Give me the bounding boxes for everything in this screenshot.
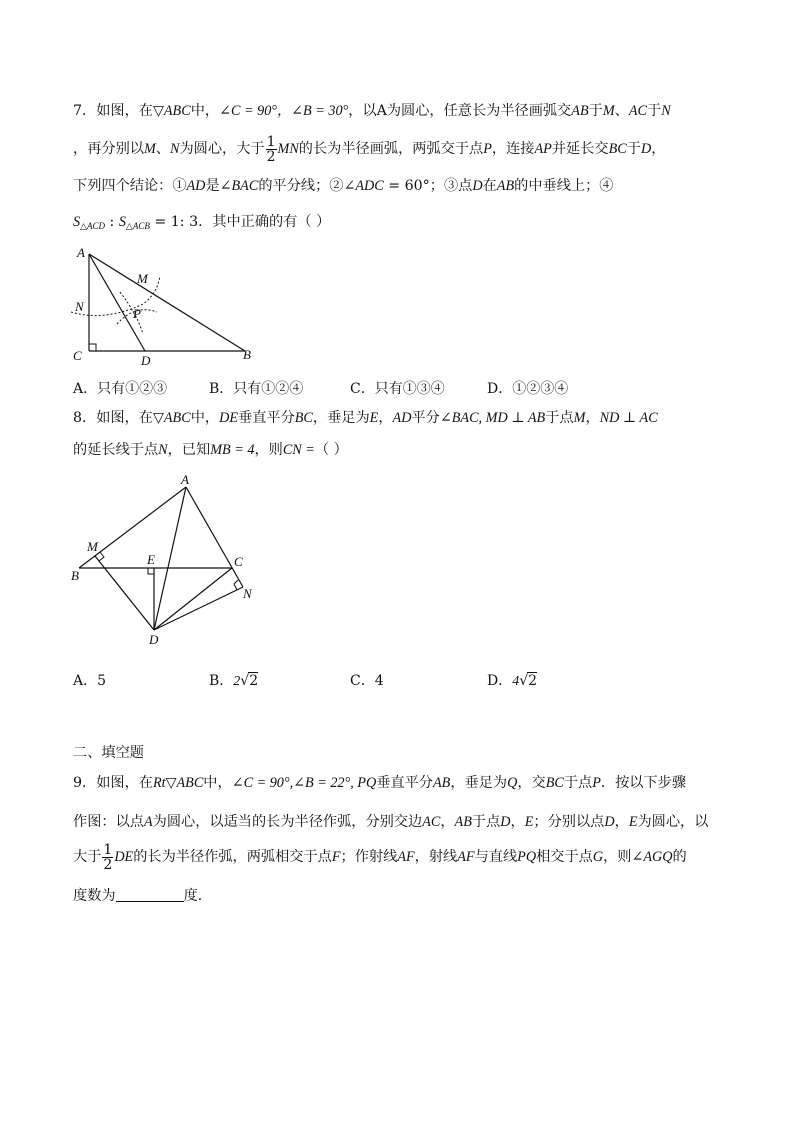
section-title: 二、填空题 — [73, 745, 144, 761]
text: 中， — [203, 775, 232, 791]
text: 、 — [614, 103, 629, 119]
label-C: C — [73, 348, 82, 363]
q7-option-d[interactable]: D．①②③④ — [487, 381, 569, 397]
text: 并延长交 — [551, 141, 609, 157]
text: 于 — [626, 141, 641, 157]
sqrt-sign: √ — [240, 673, 250, 689]
math: ▽ABC — [152, 410, 191, 426]
q8-option-a[interactable]: A．5 — [73, 673, 107, 689]
math: AC — [628, 103, 648, 119]
q9-line-3 — [73, 842, 687, 872]
label-M: M — [137, 271, 148, 286]
math: AD — [392, 410, 412, 426]
math: AB — [454, 814, 472, 830]
math: AB — [496, 178, 515, 194]
text: 的 — [672, 849, 687, 865]
math: ∠C = 90°，∠B = 30° — [219, 103, 349, 119]
q8-line-2 — [73, 440, 348, 460]
math: ∠BAC, MD ⊥ AB — [439, 410, 546, 426]
math: D — [640, 141, 652, 157]
text: 于点 — [545, 410, 574, 426]
text: ， — [614, 814, 629, 830]
text: : — [105, 214, 119, 230]
text: 是∠ — [205, 178, 232, 194]
subscript: △ACB — [125, 221, 150, 231]
text: 8．如图，在 — [73, 410, 153, 426]
text: 于 — [588, 103, 603, 119]
text: 度数为 — [73, 888, 116, 904]
segment-AN — [186, 487, 243, 587]
text: = 60°；③点 — [383, 178, 473, 194]
math: MB = 4 — [210, 442, 255, 458]
q8-option-b[interactable] — [209, 670, 258, 690]
math: AC — [422, 814, 441, 830]
q7-line-4 — [73, 212, 330, 236]
text: ， — [585, 410, 600, 426]
math: BC — [545, 775, 564, 791]
segment-AB — [89, 254, 245, 351]
math: BC — [294, 410, 313, 426]
text: 为圆心，以 — [637, 814, 709, 830]
frac-num: 1 — [103, 841, 113, 858]
math: M — [143, 141, 156, 157]
sqrt-sign: √ — [519, 673, 529, 689]
math: CN = — [282, 442, 315, 458]
text: 于点 — [563, 775, 593, 791]
math: E — [369, 410, 379, 426]
text: 与直线 — [474, 849, 518, 865]
q8-figure — [65, 470, 265, 650]
text: 于点 — [471, 814, 501, 830]
math: MN — [277, 141, 299, 157]
math: M — [602, 103, 615, 119]
text: ．按以下步骤 — [600, 775, 687, 791]
text: 作图：以点 — [73, 814, 144, 830]
text: ，垂足为 — [312, 410, 370, 426]
text: ，则∠ — [603, 849, 644, 865]
label-D: D — [149, 632, 159, 647]
math: ND ⊥ AC — [599, 410, 658, 426]
math: ∠C = 90°,∠B = 22°, PQ — [231, 775, 377, 791]
right-angle-mark — [89, 344, 96, 351]
text: 的平分线；②∠ — [258, 178, 356, 194]
right-angle-N — [234, 580, 238, 590]
text: （ ） — [314, 442, 348, 458]
math: N — [661, 103, 671, 119]
q7-line-2 — [73, 134, 665, 164]
option-letter: D． — [487, 673, 513, 689]
option-letter: B． — [209, 673, 234, 689]
math: AF — [397, 849, 415, 865]
label-A: A — [77, 245, 85, 260]
text: 的中垂线上；④ — [514, 178, 614, 194]
math: AD — [186, 178, 206, 194]
text: ，射线 — [414, 849, 458, 865]
math: ▽ABC — [152, 103, 191, 119]
answer-blank[interactable] — [116, 887, 184, 902]
q7-option-a[interactable]: A．只有①②③ — [73, 381, 168, 397]
math: AB — [432, 775, 451, 791]
segment-MD — [95, 556, 154, 630]
q9-line-1 — [73, 773, 686, 793]
math: ADC — [355, 178, 384, 194]
frac-den: 2 — [103, 856, 113, 873]
text: 9．如图，在 — [73, 775, 153, 791]
text: 的长为半径作弧，两弧相交于点 — [133, 849, 332, 865]
math: F — [331, 849, 341, 865]
right-angle-E — [148, 568, 154, 574]
text: = 1: 3 — [149, 214, 199, 230]
text: ，以A为圆心，任意长为半径画弧交 — [348, 103, 572, 119]
segment-BA — [79, 487, 186, 568]
radicand: 2 — [249, 673, 259, 689]
text: 的延长线于点 — [73, 442, 159, 458]
text: 大于 — [73, 849, 102, 865]
text: 中， — [190, 410, 220, 426]
text: 为圆心，大于 — [179, 141, 265, 157]
subscript: △ACD — [80, 221, 106, 231]
q7-figure — [65, 242, 265, 367]
math: Q — [507, 775, 518, 791]
math: E — [524, 814, 534, 830]
text: 于 — [647, 103, 662, 119]
label-D: D — [141, 353, 151, 367]
math: AP — [534, 141, 552, 157]
q7-line-1 — [73, 101, 671, 121]
text: 中， — [190, 103, 220, 119]
q9-line-4 — [73, 886, 212, 906]
math: AF — [457, 849, 475, 865]
math: D — [472, 178, 483, 194]
fraction-half — [102, 843, 113, 872]
label-B: B — [71, 568, 79, 583]
text: ， — [378, 410, 393, 426]
text: ．其中正确的有（ ） — [198, 214, 331, 230]
math: DE — [114, 849, 134, 865]
fraction-half — [266, 135, 277, 164]
text: 垂直平分 — [376, 775, 433, 791]
math: E — [628, 814, 638, 830]
text: ，连接 — [491, 141, 535, 157]
label-M: M — [87, 539, 98, 554]
text: 度． — [183, 888, 212, 904]
text: ，已知 — [167, 442, 211, 458]
math: D — [604, 814, 615, 830]
q8-option-c[interactable]: C．4 — [350, 673, 384, 689]
label-A: A — [181, 472, 189, 487]
math: G — [592, 849, 604, 865]
text: 在 — [482, 178, 497, 194]
label-N: N — [75, 299, 84, 314]
q9-line-2 — [73, 812, 708, 832]
label-C: C — [234, 554, 243, 569]
text: 垂直平分 — [238, 410, 295, 426]
text: ；分别以点 — [533, 814, 605, 830]
coef: 4 — [512, 674, 520, 689]
math: N — [169, 141, 180, 157]
right-angle-M — [99, 552, 104, 561]
math: PQ — [517, 849, 537, 865]
coef: 2 — [233, 674, 241, 689]
text: ，交 — [517, 775, 546, 791]
frac-num: 1 — [266, 133, 276, 150]
text: ，则 — [254, 442, 283, 458]
text: 为圆心，以适当的长为半径作弧，分别交边 — [152, 814, 423, 830]
label-E: E — [147, 552, 155, 567]
math: A — [143, 814, 153, 830]
math: AB — [571, 103, 589, 119]
math: S — [118, 214, 126, 230]
radicand: 2 — [528, 673, 538, 689]
math: M — [573, 410, 586, 426]
text: 平分 — [411, 410, 440, 426]
math: DE — [219, 410, 238, 426]
frac-den: 2 — [266, 148, 276, 165]
label-P: P — [133, 306, 141, 321]
segment-ND — [154, 587, 243, 630]
math: BC — [608, 141, 627, 157]
q8-option-d[interactable] — [487, 670, 537, 690]
segment-AD — [89, 254, 145, 351]
text: 、 — [155, 141, 170, 157]
q7-line-3 — [73, 176, 613, 196]
text: 7．如图，在 — [73, 103, 153, 119]
math: Rt▽ABC — [152, 775, 204, 791]
q7-option-c[interactable]: C．只有①③④ — [350, 381, 445, 397]
text: ， — [510, 814, 525, 830]
text: 相交于点 — [536, 849, 593, 865]
math: S — [73, 214, 81, 230]
label-B: B — [243, 347, 251, 362]
q8-line-1 — [73, 408, 658, 428]
q7-option-b[interactable]: B．只有①②④ — [209, 381, 304, 397]
math: D — [500, 814, 511, 830]
math: BAC — [231, 178, 259, 194]
text: 的长为半径画弧，两弧交于点 — [298, 141, 484, 157]
math: AGQ — [643, 849, 673, 865]
text: ，再分别以 — [73, 141, 144, 157]
math: N — [158, 442, 168, 458]
text: ， — [440, 814, 455, 830]
text: ，垂足为 — [450, 775, 508, 791]
text: ， — [651, 141, 666, 157]
math: P — [592, 775, 601, 791]
text: ；作射线 — [340, 849, 398, 865]
label-N: N — [243, 586, 252, 601]
math: P — [483, 141, 492, 157]
text: 下列四个结论：① — [73, 178, 187, 194]
